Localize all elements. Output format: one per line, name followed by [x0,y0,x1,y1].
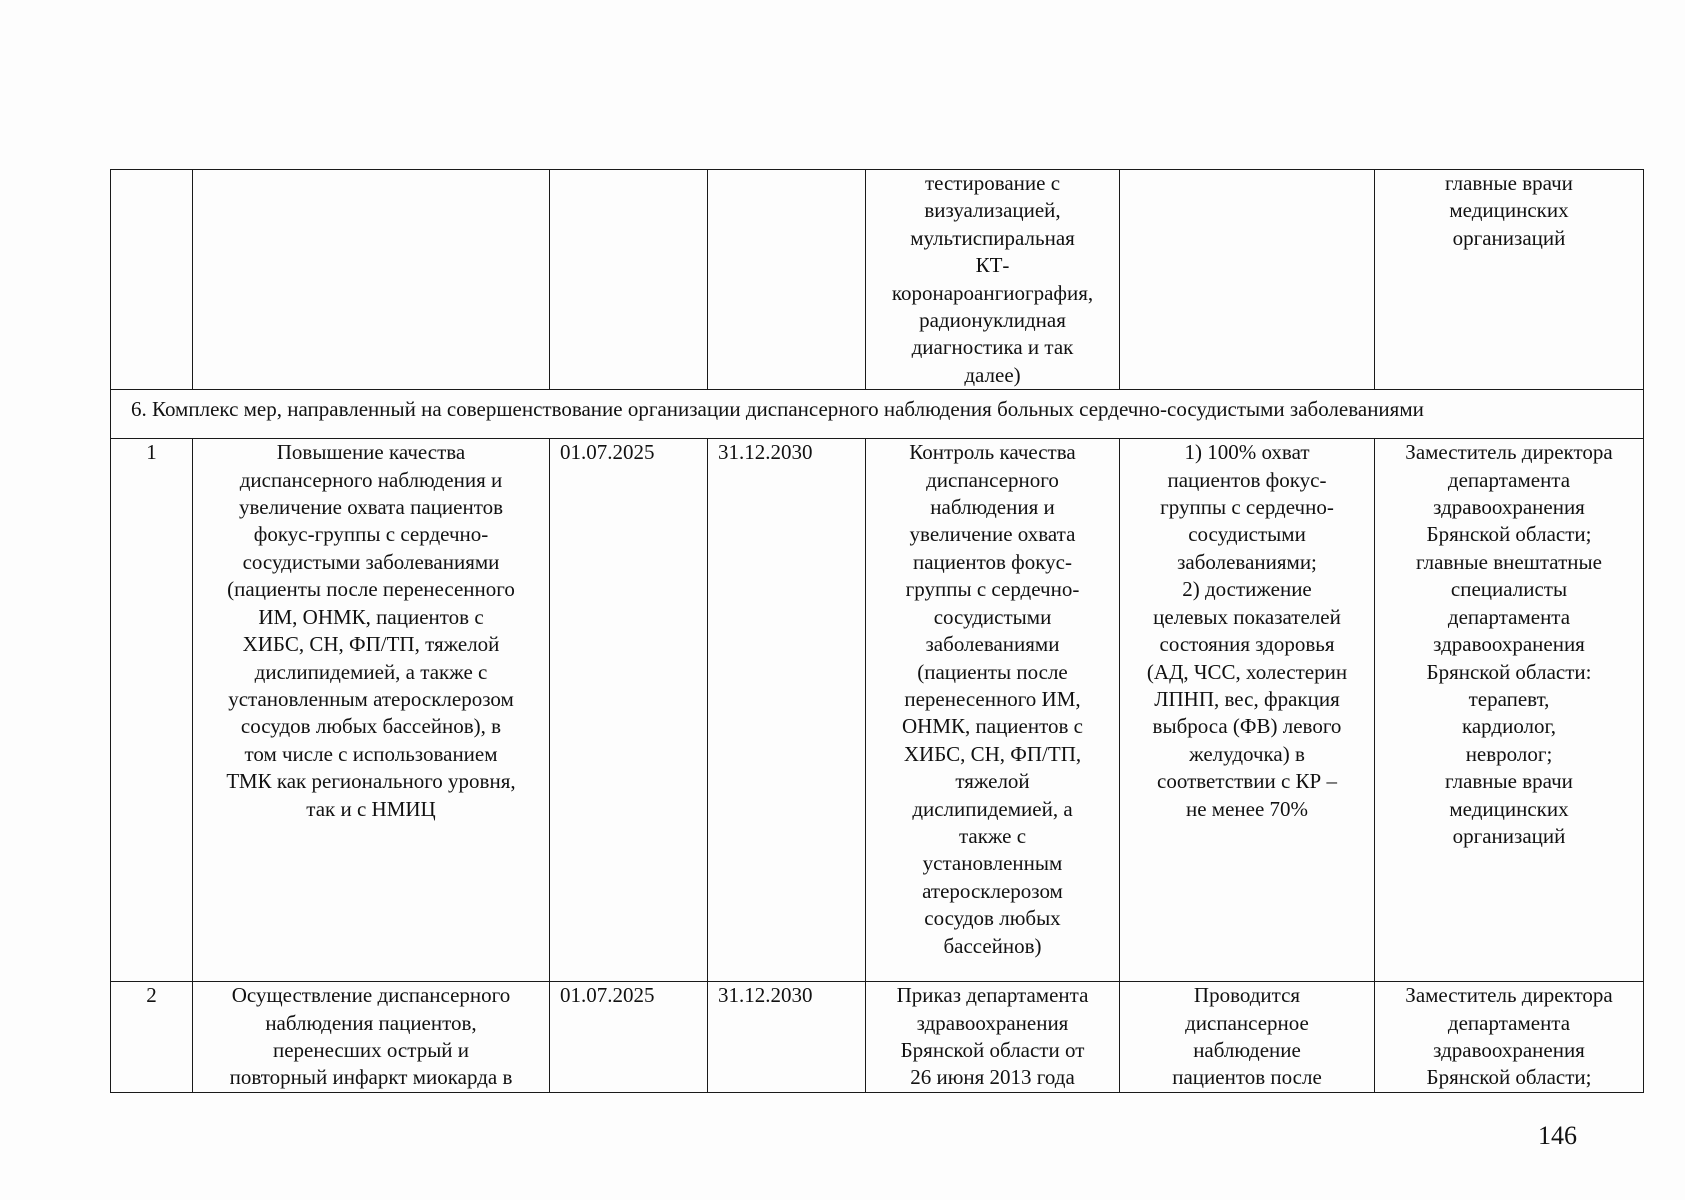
measure-cell: Осуществление диспансерного наблюдения пациентов, перенесших острый и повторный инфаркт миокарда в [193,982,550,1093]
indicator-cell: 1) 100% охват пациентов фокус- группы с сердечно- сосудистыми заболеваниями; 2) достижение целевых показателей состояния здоровья (АД, ЧСС, холестерин ЛПНП, вес, фракция выброса (ФВ) левого желудочка) в соответствии с КР – не менее 70% [1120,439,1375,982]
end-date-cell [708,170,866,390]
section-heading-row [111,390,1644,439]
start-date-cell: 01.07.2025 [550,982,708,1093]
section-heading: 6. Комплекс мер, направленный на совершенствование организации диспансерного наблюдения больных сердечно-сосудистыми заболеваниями [111,390,1644,439]
start-date-cell [550,170,708,390]
measure-cell: Повышение качества диспансерного наблюдения и увеличение охвата пациентов фокус-группы с сердечно- сосудистыми заболеваниями (пациенты после перенесенного ИМ, ОНМК, пациентов с ХИБС, СН, ФП/ТП, тяжелой дислипидемией, а также с установленным атеросклерозом сосудов любых бассейнов), в том числе с использованием ТМК как регионального уровня, так и с НМИЦ [193,439,550,982]
responsible-cell: Заместитель директора департамента здравоохранения Брянской области; главные внештатные специалисты департамента здравоохранения Брянской области: терапевт, кардиолог, невролог; главные врачи медицинских организаций [1375,439,1644,982]
responsible-cell: главные врачи медицинских организаций [1375,170,1644,390]
measure-cell [193,170,550,390]
result-cell: Контроль качества диспансерного наблюдения и увеличение охвата пациентов фокус- группы с сердечно- сосудистыми заболеваниями (пациенты после перенесенного ИМ, ОНМК, пациентов с ХИБС, СН, ФП/ТП, тяжелой дислипидемией, а также с установленным атеросклерозом сосудов любых бассейнов) [866,439,1120,982]
result-cell: Приказ департамента здравоохранения Брянской области от 26 июня 2013 года [866,982,1120,1093]
row-number-cell: 1 [111,439,193,982]
indicator-cell [1120,170,1375,390]
end-date-cell: 31.12.2030 [708,439,866,982]
start-date-cell: 01.07.2025 [550,439,708,982]
table-row [111,982,1644,1093]
result-cell: тестирование с визуализацией, мультиспиральная КТ- коронароангиография, радионуклидная диагностика и так далее) [866,170,1120,390]
indicator-cell: Проводится диспансерное наблюдение пациентов после [1120,982,1375,1093]
measures-table [110,169,1644,1093]
page-number: 146 [1538,1121,1577,1150]
responsible-cell: Заместитель директора департамента здравоохранения Брянской области; [1375,982,1644,1093]
end-date-cell: 31.12.2030 [708,982,866,1093]
table-row [111,439,1644,982]
row-number-cell: 2 [111,982,193,1093]
table-row [111,170,1644,390]
row-number-cell [111,170,193,390]
